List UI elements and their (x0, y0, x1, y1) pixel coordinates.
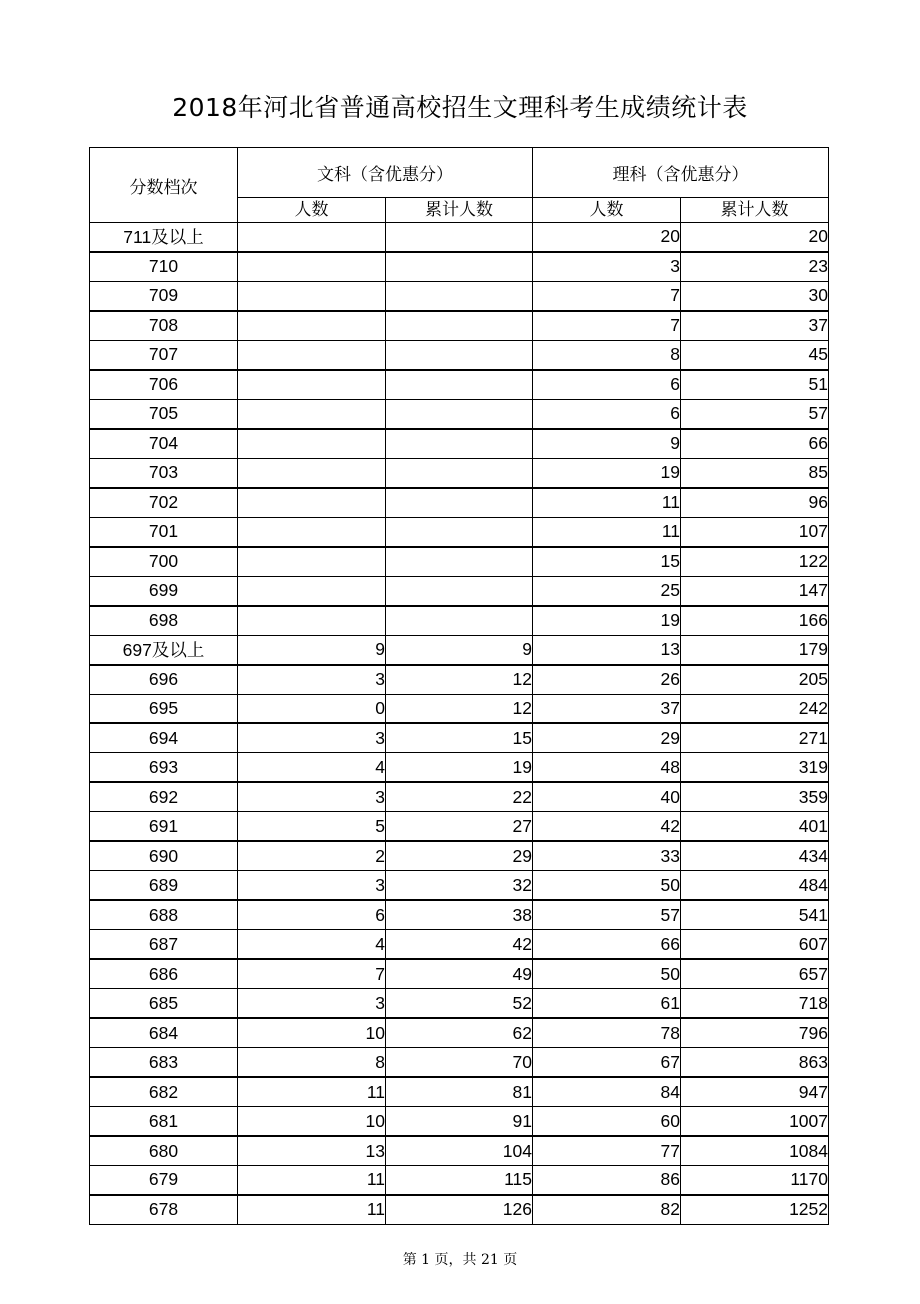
cell-liberal-count (238, 576, 386, 605)
table-row (90, 517, 829, 546)
cell-liberal-cumulative: 27 (386, 812, 533, 841)
cell-science-count: 33 (533, 841, 681, 870)
cell-score: 705 (90, 399, 238, 428)
table-row (90, 871, 829, 900)
cell-liberal-cumulative (386, 547, 533, 576)
table-row (90, 606, 829, 635)
cell-science-count: 50 (533, 871, 681, 900)
table-row (90, 753, 829, 782)
cell-score: 696 (90, 665, 238, 694)
cell-science-count: 37 (533, 694, 681, 723)
cell-score: 707 (90, 340, 238, 369)
cell-science-cumulative: 319 (681, 753, 829, 782)
cell-liberal-count: 6 (238, 900, 386, 929)
table-row (90, 989, 829, 1018)
table-row (90, 458, 829, 487)
cell-score: 694 (90, 723, 238, 752)
cell-score: 709 (90, 281, 238, 310)
cell-science-count: 42 (533, 812, 681, 841)
cell-liberal-cumulative (386, 252, 533, 281)
cell-liberal-count (238, 281, 386, 310)
cell-science-cumulative: 863 (681, 1048, 829, 1077)
cell-liberal-cumulative (386, 311, 533, 340)
cell-liberal-cumulative: 126 (386, 1195, 533, 1224)
cell-liberal-count: 10 (238, 1018, 386, 1047)
cell-science-count: 61 (533, 989, 681, 1018)
cell-score: 683 (90, 1048, 238, 1077)
header-liberal-arts: 文科（含优惠分） (238, 148, 533, 198)
cell-liberal-count: 7 (238, 959, 386, 988)
cell-science-cumulative: 96 (681, 488, 829, 517)
cell-liberal-cumulative: 19 (386, 753, 533, 782)
cell-liberal-count: 3 (238, 723, 386, 752)
cell-liberal-cumulative: 62 (386, 1018, 533, 1047)
cell-liberal-count (238, 252, 386, 281)
cell-liberal-cumulative: 12 (386, 665, 533, 694)
cell-liberal-count: 11 (238, 1077, 386, 1106)
cell-science-count: 3 (533, 252, 681, 281)
cell-liberal-count: 3 (238, 989, 386, 1018)
cell-liberal-count: 5 (238, 812, 386, 841)
cell-science-cumulative: 85 (681, 458, 829, 487)
table-row (90, 694, 829, 723)
cell-liberal-count: 2 (238, 841, 386, 870)
cell-science-count: 7 (533, 281, 681, 310)
cell-science-cumulative: 57 (681, 399, 829, 428)
cell-science-cumulative: 30 (681, 281, 829, 310)
cell-science-cumulative: 359 (681, 782, 829, 811)
table-row (90, 841, 829, 870)
cell-liberal-count (238, 517, 386, 546)
cell-science-count: 6 (533, 399, 681, 428)
cell-liberal-cumulative: 29 (386, 841, 533, 870)
cell-science-count: 84 (533, 1077, 681, 1106)
cell-score: 698 (90, 606, 238, 635)
cell-score: 710 (90, 252, 238, 281)
cell-liberal-cumulative (386, 606, 533, 635)
cell-liberal-cumulative (386, 281, 533, 310)
cell-liberal-cumulative (386, 576, 533, 605)
cell-score: 680 (90, 1136, 238, 1165)
cell-science-cumulative: 1170 (681, 1166, 829, 1195)
cell-liberal-count: 3 (238, 871, 386, 900)
cell-score: 687 (90, 930, 238, 959)
cell-liberal-cumulative (386, 223, 533, 252)
cell-score: 693 (90, 753, 238, 782)
header-science-cumulative: 累计人数 (681, 198, 829, 223)
cell-science-cumulative: 23 (681, 252, 829, 281)
table-row (90, 959, 829, 988)
cell-science-count: 86 (533, 1166, 681, 1195)
cell-liberal-count (238, 488, 386, 517)
cell-liberal-cumulative: 9 (386, 635, 533, 664)
cell-liberal-cumulative (386, 488, 533, 517)
score-statistics-table (89, 147, 829, 1225)
cell-science-cumulative: 166 (681, 606, 829, 635)
cell-liberal-count: 3 (238, 782, 386, 811)
table-row (90, 782, 829, 811)
cell-score: 704 (90, 429, 238, 458)
cell-liberal-cumulative: 38 (386, 900, 533, 929)
table-row (90, 399, 829, 428)
cell-liberal-cumulative (386, 517, 533, 546)
cell-liberal-count: 8 (238, 1048, 386, 1077)
cell-science-cumulative: 242 (681, 694, 829, 723)
table-row (90, 547, 829, 576)
cell-science-cumulative: 107 (681, 517, 829, 546)
page-title: 2018年河北省普通高校招生文理科考生成绩统计表 (172, 93, 748, 122)
cell-score: 692 (90, 782, 238, 811)
cell-liberal-cumulative: 49 (386, 959, 533, 988)
cell-science-count: 7 (533, 311, 681, 340)
cell-science-count: 82 (533, 1195, 681, 1224)
table-row (90, 930, 829, 959)
cell-score: 686 (90, 959, 238, 988)
table-row (90, 1166, 829, 1195)
cell-score: 691 (90, 812, 238, 841)
cell-score: 711及以上 (90, 223, 238, 252)
cell-score: 701 (90, 517, 238, 546)
cell-liberal-count (238, 340, 386, 369)
cell-science-cumulative: 1252 (681, 1195, 829, 1224)
cell-score: 688 (90, 900, 238, 929)
cell-science-cumulative: 271 (681, 723, 829, 752)
page-footer: 第 1 页，共 21 页 (402, 1252, 518, 1268)
cell-score: 702 (90, 488, 238, 517)
table-row (90, 900, 829, 929)
cell-liberal-count: 9 (238, 635, 386, 664)
cell-science-count: 20 (533, 223, 681, 252)
table-row (90, 1077, 829, 1106)
cell-science-cumulative: 205 (681, 665, 829, 694)
cell-liberal-count: 3 (238, 665, 386, 694)
table-body (90, 223, 829, 1225)
table-row (90, 370, 829, 399)
cell-science-cumulative: 401 (681, 812, 829, 841)
cell-science-cumulative: 1007 (681, 1107, 829, 1136)
header-science-count: 人数 (533, 198, 681, 223)
table-row (90, 1136, 829, 1165)
cell-liberal-cumulative (386, 429, 533, 458)
cell-science-count: 25 (533, 576, 681, 605)
cell-liberal-cumulative: 91 (386, 1107, 533, 1136)
table-row (90, 252, 829, 281)
cell-science-count: 29 (533, 723, 681, 752)
cell-score: 679 (90, 1166, 238, 1195)
cell-science-cumulative: 20 (681, 223, 829, 252)
cell-science-cumulative: 122 (681, 547, 829, 576)
cell-liberal-cumulative: 12 (386, 694, 533, 723)
cell-science-count: 66 (533, 930, 681, 959)
cell-score: 703 (90, 458, 238, 487)
header-score-level: 分数档次 (90, 148, 238, 223)
cell-science-cumulative: 484 (681, 871, 829, 900)
cell-score: 690 (90, 841, 238, 870)
table-row (90, 311, 829, 340)
cell-liberal-cumulative: 42 (386, 930, 533, 959)
cell-science-cumulative: 37 (681, 311, 829, 340)
cell-science-count: 67 (533, 1048, 681, 1077)
cell-science-count: 50 (533, 959, 681, 988)
cell-liberal-count: 11 (238, 1166, 386, 1195)
table-row (90, 576, 829, 605)
table-row (90, 665, 829, 694)
cell-science-count: 78 (533, 1018, 681, 1047)
cell-score: 699 (90, 576, 238, 605)
cell-liberal-count (238, 223, 386, 252)
cell-liberal-cumulative: 52 (386, 989, 533, 1018)
table-row (90, 223, 829, 252)
cell-liberal-cumulative: 104 (386, 1136, 533, 1165)
cell-science-count: 48 (533, 753, 681, 782)
cell-science-cumulative: 796 (681, 1018, 829, 1047)
cell-science-count: 11 (533, 517, 681, 546)
cell-science-count: 13 (533, 635, 681, 664)
cell-science-cumulative: 657 (681, 959, 829, 988)
cell-science-cumulative: 1084 (681, 1136, 829, 1165)
cell-liberal-count (238, 429, 386, 458)
cell-score: 682 (90, 1077, 238, 1106)
cell-score: 706 (90, 370, 238, 399)
cell-liberal-cumulative (386, 399, 533, 428)
cell-score: 678 (90, 1195, 238, 1224)
cell-science-cumulative: 51 (681, 370, 829, 399)
table-row (90, 281, 829, 310)
cell-science-cumulative: 45 (681, 340, 829, 369)
cell-liberal-count (238, 399, 386, 428)
cell-liberal-count (238, 606, 386, 635)
cell-science-count: 8 (533, 340, 681, 369)
cell-liberal-cumulative: 22 (386, 782, 533, 811)
cell-science-count: 77 (533, 1136, 681, 1165)
table-row (90, 1048, 829, 1077)
cell-liberal-count: 0 (238, 694, 386, 723)
cell-science-count: 15 (533, 547, 681, 576)
table-row (90, 635, 829, 664)
cell-science-count: 19 (533, 458, 681, 487)
table-row (90, 723, 829, 752)
table-row (90, 1107, 829, 1136)
header-liberal-cumulative: 累计人数 (386, 198, 533, 223)
cell-science-cumulative: 434 (681, 841, 829, 870)
cell-science-count: 9 (533, 429, 681, 458)
table-row (90, 1018, 829, 1047)
cell-score: 700 (90, 547, 238, 576)
cell-science-cumulative: 66 (681, 429, 829, 458)
cell-liberal-cumulative (386, 340, 533, 369)
cell-score: 697及以上 (90, 635, 238, 664)
cell-score: 684 (90, 1018, 238, 1047)
table-row (90, 812, 829, 841)
header-science: 理科（含优惠分） (533, 148, 829, 198)
cell-score: 689 (90, 871, 238, 900)
cell-liberal-count: 4 (238, 753, 386, 782)
cell-science-cumulative: 147 (681, 576, 829, 605)
cell-science-cumulative: 541 (681, 900, 829, 929)
cell-science-count: 40 (533, 782, 681, 811)
table-row (90, 488, 829, 517)
table-row (90, 429, 829, 458)
cell-science-cumulative: 179 (681, 635, 829, 664)
cell-liberal-cumulative: 32 (386, 871, 533, 900)
cell-liberal-cumulative (386, 458, 533, 487)
cell-liberal-count (238, 458, 386, 487)
cell-liberal-cumulative: 115 (386, 1166, 533, 1195)
cell-liberal-count: 13 (238, 1136, 386, 1165)
table-row (90, 1195, 829, 1224)
cell-science-count: 60 (533, 1107, 681, 1136)
header-liberal-count: 人数 (238, 198, 386, 223)
cell-score: 685 (90, 989, 238, 1018)
cell-liberal-count (238, 547, 386, 576)
cell-liberal-count: 4 (238, 930, 386, 959)
cell-liberal-count (238, 311, 386, 340)
table-row (90, 340, 829, 369)
cell-liberal-cumulative: 81 (386, 1077, 533, 1106)
cell-liberal-count: 10 (238, 1107, 386, 1136)
cell-liberal-cumulative: 70 (386, 1048, 533, 1077)
cell-liberal-count (238, 370, 386, 399)
cell-science-cumulative: 718 (681, 989, 829, 1018)
cell-score: 695 (90, 694, 238, 723)
cell-science-count: 11 (533, 488, 681, 517)
cell-liberal-count: 11 (238, 1195, 386, 1224)
cell-science-cumulative: 947 (681, 1077, 829, 1106)
cell-score: 681 (90, 1107, 238, 1136)
cell-score: 708 (90, 311, 238, 340)
cell-science-cumulative: 607 (681, 930, 829, 959)
cell-science-count: 26 (533, 665, 681, 694)
cell-liberal-cumulative (386, 370, 533, 399)
cell-science-count: 19 (533, 606, 681, 635)
cell-liberal-cumulative: 15 (386, 723, 533, 752)
cell-science-count: 6 (533, 370, 681, 399)
cell-science-count: 57 (533, 900, 681, 929)
